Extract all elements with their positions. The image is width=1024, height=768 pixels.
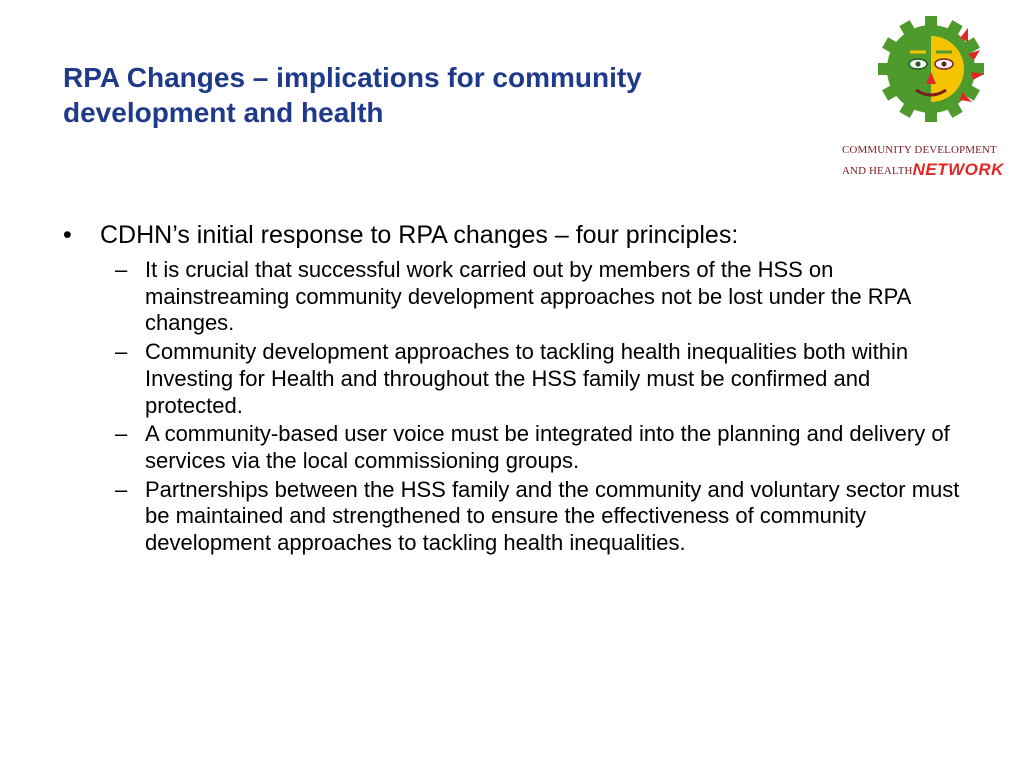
logo-wordmark bbox=[842, 141, 1022, 181]
slide-title: RPA Changes – implications for community development and health bbox=[63, 62, 642, 128]
logo-network-word: NETWORK bbox=[912, 160, 1004, 179]
sub-bullet-text: A community-based user voice must be integrated into the planning and delivery of services via the local commissioning groups. bbox=[145, 421, 950, 473]
bullet-level-1 bbox=[63, 220, 963, 250]
logo-line-2 bbox=[842, 160, 1022, 181]
sub-bullet-item bbox=[63, 339, 963, 419]
sub-bullet-text: Community development approaches to tackling health inequalities both within Investing for Health and throughout the HSS family must be confirmed and protected. bbox=[145, 339, 909, 418]
bullet-text: CDHN’s initial response to RPA changes – four principles: bbox=[100, 221, 739, 249]
dash-marker: – bbox=[115, 476, 128, 502]
logo-line-2-prefix: AND HEALTH bbox=[842, 165, 913, 177]
logo-mark-icon bbox=[876, 14, 986, 124]
sub-bullet-text: It is crucial that successful work carried out by members of the HSS on mainstreaming community development approaches not be lost under the RPA changes. bbox=[145, 257, 911, 336]
sub-bullet-item bbox=[63, 257, 963, 337]
dash-marker: – bbox=[115, 339, 128, 365]
bullet-marker: • bbox=[63, 221, 72, 249]
dash-marker: – bbox=[115, 421, 128, 447]
sub-bullet-item bbox=[63, 421, 963, 474]
dash-marker: – bbox=[115, 257, 128, 282]
sub-bullet-text: Partnerships between the HSS family and the community and voluntary sector must be maintained and strengthened to ensure the effectiveness of community development approaches to tackling health inequalities. bbox=[145, 476, 960, 556]
cdhn-logo bbox=[838, 10, 1022, 182]
logo-line-1: COMMUNITY DEVELOPMENT bbox=[842, 144, 997, 156]
sub-bullet-item bbox=[63, 477, 963, 557]
sub-bullet-list bbox=[63, 257, 963, 557]
slide-body bbox=[63, 220, 963, 559]
